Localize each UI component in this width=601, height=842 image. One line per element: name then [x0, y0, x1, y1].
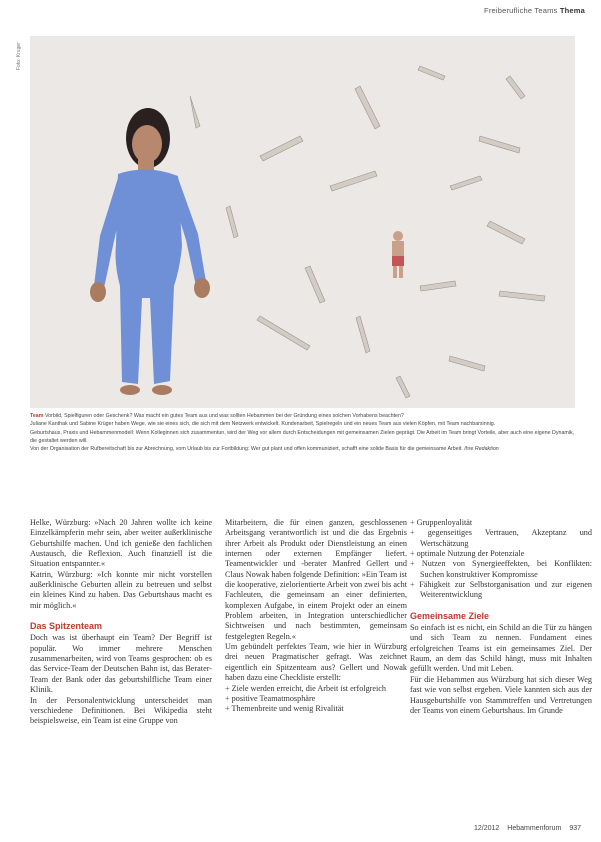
- caption-line-2: Juliane Kanthak und Sabine Krüger haben Wege, wie sie eines sich, die sich mit dem Netzwerk entwickelt. Kundenarbeit, Spielregeln und ein neues Team aus vielen Köpfen, mit Team nachbarsinnig.: [30, 421, 496, 428]
- figurines-illustration: [30, 36, 575, 408]
- caption-signature: Ihre Redaktion: [464, 446, 499, 453]
- team-photo: [30, 36, 575, 408]
- article-column-3: [410, 518, 592, 716]
- paragraph: Katrin, Würzburg: »Ich konnte mir nicht vorstellen außerklinische Geburten allein zu betreuen und selbst ein kleines Kind zu haben. Das Geburtshaus macht es mir möglich.«: [30, 569, 212, 610]
- paragraph: Doch was ist überhaupt ein Team? Der Begriff ist populär. Wo immer mehrere Menschen zusammenarbeiten, wird von Teams gesprochen: ob es das Service-Team der Deutschen Bahn ist, das Berater-Team der Bank oder das geburtshilfliche Team einer Klinik.: [30, 633, 212, 695]
- footer-magazine: Hebammenforum: [507, 825, 562, 832]
- subheading-spitzenteam: Das Spitzenteam: [30, 621, 103, 632]
- list-item: + Ziele werden erreicht, die Arbeit ist erfolgreich: [225, 684, 407, 694]
- caption-line-3: Geburtshaus, Praxis und Hebammenmodell: Wenn Kolleginnen sich zusammentun, wird der Weg vor allem durch Entscheidungen mit gemeinsamen Zielen geprägt. Die Arbeit im Team bringt Vorteile, aber auch eine eigene Dynamik, die gestaltet werden will.: [30, 429, 575, 444]
- list-item: + Fähigkeit zur Selbstorganisation und zur eigenen Weiterentwicklung: [410, 580, 592, 601]
- list-item: + Gruppenloyalität: [410, 518, 592, 528]
- page-footer: [468, 825, 581, 832]
- checklist: [225, 684, 407, 715]
- caption-line-1: Vorbild, Spielfiguren oder Geschenk? Was macht ein gutes Team aus und was sollten Hebammen bei der Gründung eines solchen Vorhabens beachten?: [44, 413, 404, 419]
- photo-caption: [30, 412, 576, 453]
- checklist-continued: [410, 518, 592, 601]
- caption-line-4: Von der Organisation der Rufbereitschaft bis zur Abrechnung, vom Urlaub bis zur Fortbildung: Wer gut plant und offen kommuniziert, schafft eine solide Basis für die gemeinsame Arbeit.: [30, 446, 463, 453]
- paragraph: In der Personalentwicklung unterscheidet man verschiedene Definitionen. Bei Wikipedia steht beispielsweise, ein Team ist eine Gruppe von: [30, 695, 212, 726]
- running-header: [484, 6, 585, 15]
- paragraph: Helke, Würzburg: »Nach 20 Jahren wollte ich keine Einzelkämpferin mehr sein, aber weiter außerklinische Geburtshilfe machen. Und ich genieße den fachlichen Austausch, die Reflexion. Auch finanziell ist die Situation entspannter.«: [30, 518, 212, 569]
- list-item: + Themenbreite und wenig Rivalität: [225, 704, 407, 714]
- paragraph: Für die Hebammen aus Würzburg hat sich dieser Weg fast wie von selbst ergeben. Viele kannten sich aus der Hausgeburtshilfe von Stammtreffen und Vertretungen der Teams von einem Geburtshaus. Im Grunde: [410, 674, 592, 715]
- list-item: + positive Teamatmosphäre: [225, 694, 407, 704]
- header-section: Freiberufliche Teams: [484, 6, 558, 15]
- paragraph: Um gebündelt perfektes Team, wie hier in Würzburg drei neuen Pragmatischer gefragt. Was zeichnet eigentlich ein Spitzenteam aus? Gellert und Nowak haben dazu eine Checkliste erstellt:: [225, 642, 407, 683]
- caption-lead: Team: [30, 413, 44, 419]
- article-column-1: [30, 518, 212, 727]
- footer-issue: 12/2012: [474, 825, 500, 832]
- paragraph: So einfach ist es nicht, ein Schild an die Tür zu hängen und sich Team zu nennen. Fundament eines erfolgreichen Teams ist ein gemeinsames Ziel. Der Raum, an dem das Schild hängt, muss mit Inhalten gefüllt werden. Und mit Leben.: [410, 623, 592, 674]
- paragraph: Mitarbeitern, die für einen ganzen, geschlossenen Arbeitsgang verantwortlich ist und die das Ergebnis ihrer Arbeit als Produkt oder Dienstleistung an einen internen oder externen Empfänger liefert. Teamentwickler und -berater Manfred Gellert und Claus Nowak haben folgende Definition: »Ein Team ist die kooperative, zielorientierte Arbeit von zwei bis acht Fachleuten, die gemeinsam an einer definierten, komplexen Aufgabe, in einem Projekt oder an einem Problem arbeiten, in Integration unterschiedlicher Sichtweisen und nach bestimmten, gemeinsam festgelegten Regeln.«: [225, 518, 407, 641]
- page-number: 937: [569, 825, 581, 832]
- article-column-2: [225, 518, 407, 715]
- header-topic: Thema: [559, 6, 585, 15]
- list-item: + Nutzen von Synergieeffekten, bei Konflikten: Suchen konstruktiver Kompromisse: [410, 559, 592, 580]
- subheading-gemeinsame-ziele: Gemeinsame Ziele: [410, 610, 490, 621]
- list-item: + gegenseitiges Vertrauen, Akzeptanz und Wertschätzung: [410, 528, 592, 549]
- photo-credit: Foto: Kruger: [16, 42, 22, 70]
- list-item: + optimale Nutzung der Potenziale: [410, 549, 592, 559]
